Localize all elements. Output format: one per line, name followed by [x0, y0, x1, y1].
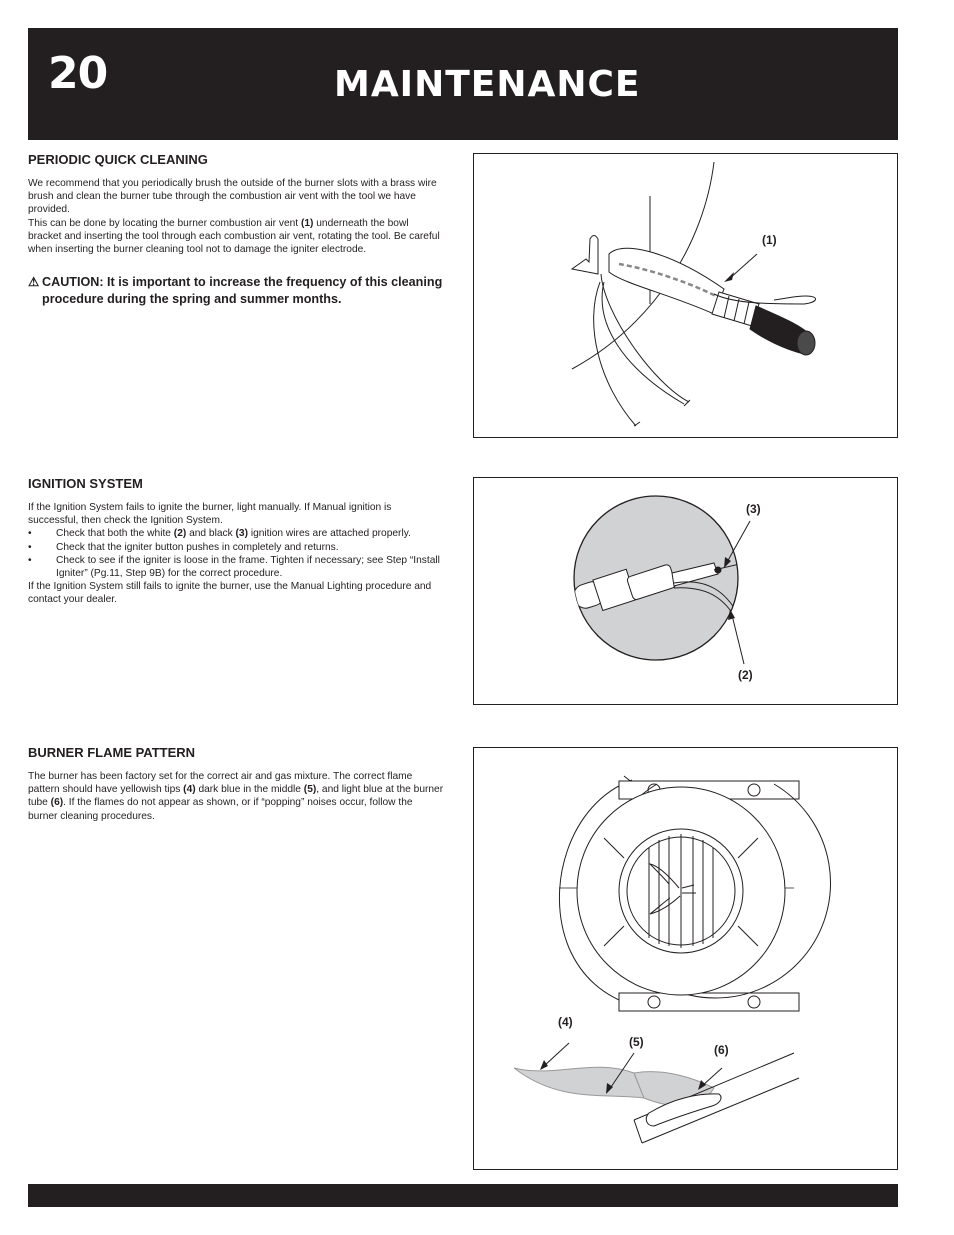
text-run: . If the flames do not appear as shown, or if “popping” noises occur, follow the burner cleaning procedures. [28, 797, 413, 822]
ignition-checklist [28, 527, 444, 580]
text-run: ignition wires are attached properly. [247, 528, 411, 540]
page-header [28, 28, 898, 140]
page-number: 20 [48, 48, 108, 99]
text-run: This can be done by locating the burner combustion air vent [28, 217, 301, 229]
ref-3: (3) [235, 528, 248, 540]
bullet: • [28, 554, 32, 566]
igniter-illustration [474, 478, 897, 704]
warning-triangle-icon: ⚠ [28, 275, 40, 290]
ref-6: (6) [50, 797, 64, 809]
bullet: • [28, 541, 32, 553]
fig2-label-white-wire: (2) [738, 668, 753, 682]
list-item [28, 554, 444, 580]
fig3-label-light-blue-tube: (6) [714, 1043, 729, 1057]
ref-1: (1) [300, 217, 314, 229]
burner-flame-paragraph [28, 770, 444, 823]
text-run: dark blue in the middle [195, 784, 304, 796]
figure-flame-pattern [473, 747, 898, 1170]
periodic-cleaning-paragraph-2 [28, 217, 444, 257]
ref-5: (5) [303, 784, 317, 796]
fig3-label-yellow-tips: (4) [558, 1015, 573, 1029]
footer-bar [28, 1184, 898, 1207]
ignition-system-heading: IGNITION SYSTEM [28, 476, 143, 491]
text-run: Check that both the white [56, 528, 174, 540]
fig3-label-dark-blue-middle: (5) [629, 1035, 644, 1049]
text-run: Check that the igniter button pushes in completely and returns. [56, 541, 339, 553]
figure-burner-cleaning-tool [473, 153, 898, 438]
fig1-label-1: (1) [762, 233, 777, 247]
periodic-cleaning-section [28, 152, 444, 308]
text-run: and black [186, 528, 236, 540]
periodic-cleaning-paragraph-1: We recommend that you periodically brush the outside of the burner slots with a brass wire brush and clean the burner tube through the combustion air vent with the tool we have provided. [28, 178, 437, 216]
flame-pattern-illustration [474, 748, 897, 1169]
text-run: , and light blue at the burner tube [28, 784, 444, 809]
caution-text: CAUTION: It is important to increase the frequency of this cleaning procedure during the spring and summer months. [42, 275, 443, 307]
caution-note [28, 274, 444, 308]
burner-flame-heading: BURNER FLAME PATTERN [28, 745, 196, 760]
page-title: MAINTENANCE [334, 64, 641, 105]
ignition-intro: If the Ignition System fails to ignite the burner, light manually. If Manual ignition is successful, then check the Ignition System. [28, 502, 392, 527]
bullet: • [28, 528, 32, 540]
ignition-system-section [28, 476, 444, 607]
text-run: underneath the bowl bracket and inserting the tool through each combustion air vent, rotating the tool. Be careful when inserting the burner cleaning tool not to damage the igniter electrode. [28, 217, 440, 256]
burner-flame-section [28, 745, 444, 823]
ignition-outro: If the Ignition System still fails to ignite the burner, use the Manual Lighting procedure and contact your dealer. [28, 581, 432, 606]
list-item [28, 527, 444, 540]
figure-igniter-wires [473, 477, 898, 705]
text-run: The burner has been factory set for the correct air and gas mixture. The correct flame pattern should have yellowish tips [28, 771, 413, 796]
burner-cleaning-illustration [474, 154, 897, 437]
text-run: Check to see if the igniter is loose in the frame. Tighten if necessary; see Step “Install Igniter” (Pg.11, Step 9B) for the correct procedure. [56, 554, 440, 580]
fig2-label-black-wire: (3) [746, 502, 761, 516]
ref-4: (4) [183, 784, 196, 796]
periodic-cleaning-heading: PERIODIC QUICK CLEANING [28, 152, 208, 167]
list-item [28, 541, 444, 554]
ref-2: (2) [173, 528, 187, 540]
